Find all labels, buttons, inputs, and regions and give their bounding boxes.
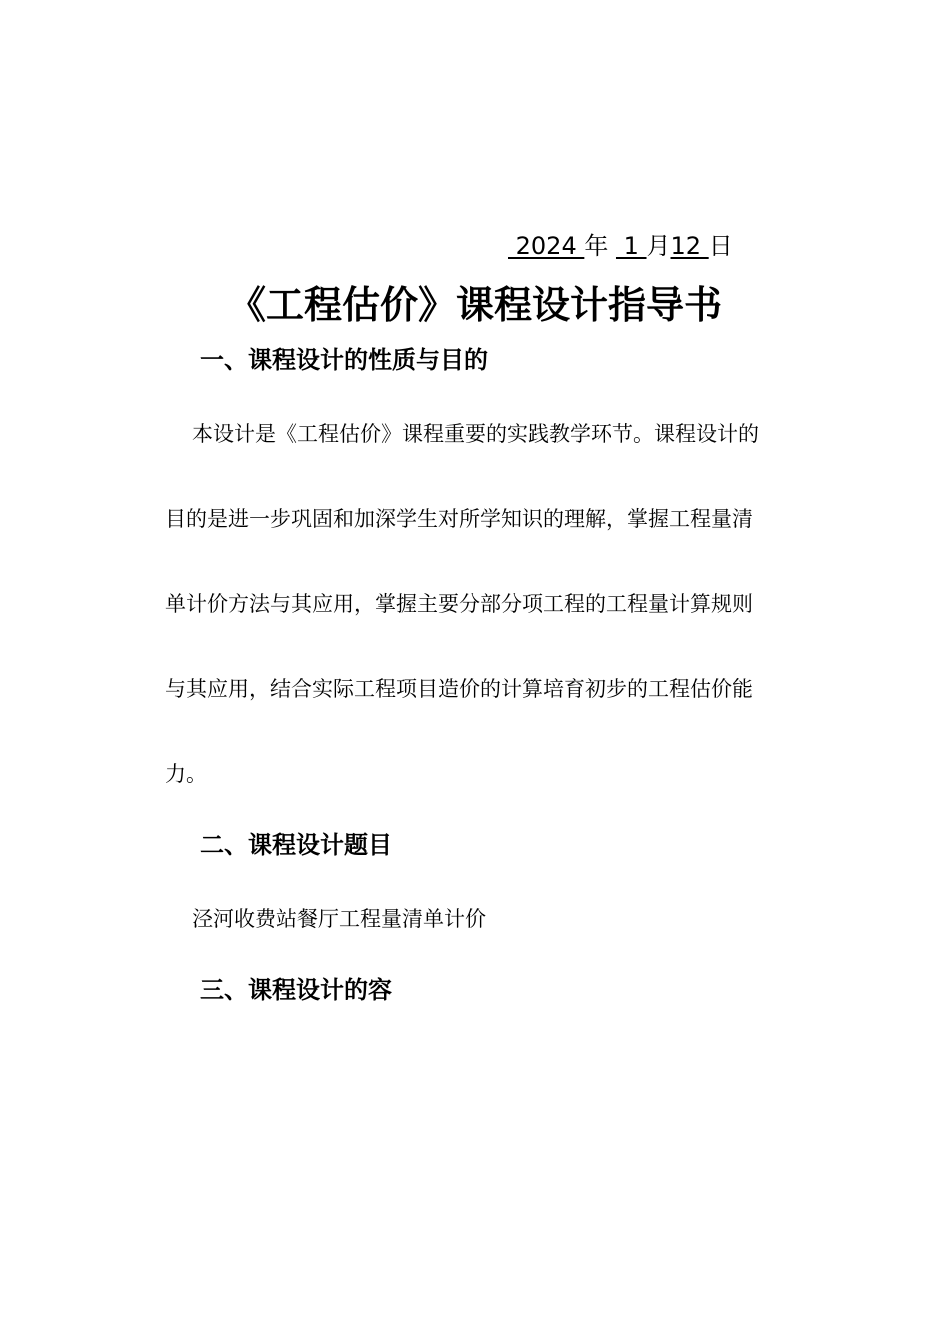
section-heading-nature-purpose: 一、课程设计的性质与目的: [200, 346, 488, 374]
design-topic-text: 泾河收费站餐厅工程量清单计价: [192, 907, 486, 931]
date-day-unit: 日: [708, 232, 733, 260]
section-heading-topic: 二、课程设计题目: [200, 831, 392, 859]
date-month-unit: 月: [646, 232, 671, 260]
document-title: 《工程估价》课程设计指导书: [227, 283, 722, 327]
date-day: 12: [670, 232, 709, 260]
paragraph-line: 力。: [165, 762, 207, 786]
paragraph-line: 目的是进一步巩固和加深学生对所学知识的理解，掌握工程量清: [165, 507, 753, 531]
section-heading-content: 三、课程设计的容: [200, 976, 392, 1004]
date-month: 1: [615, 232, 647, 260]
paragraph-line: 与其应用，结合实际工程项目造价的计算培育初步的工程估价能: [165, 677, 753, 701]
date-line: [508, 228, 733, 264]
date-year-unit: 年: [584, 232, 609, 260]
date-year: 2024: [508, 232, 585, 260]
paragraph-line: 本设计是《工程估价》课程重要的实践教学环节。课程设计的: [192, 422, 759, 446]
paragraph-line: 单计价方法与其应用，掌握主要分部分项工程的工程量计算规则: [165, 592, 753, 616]
